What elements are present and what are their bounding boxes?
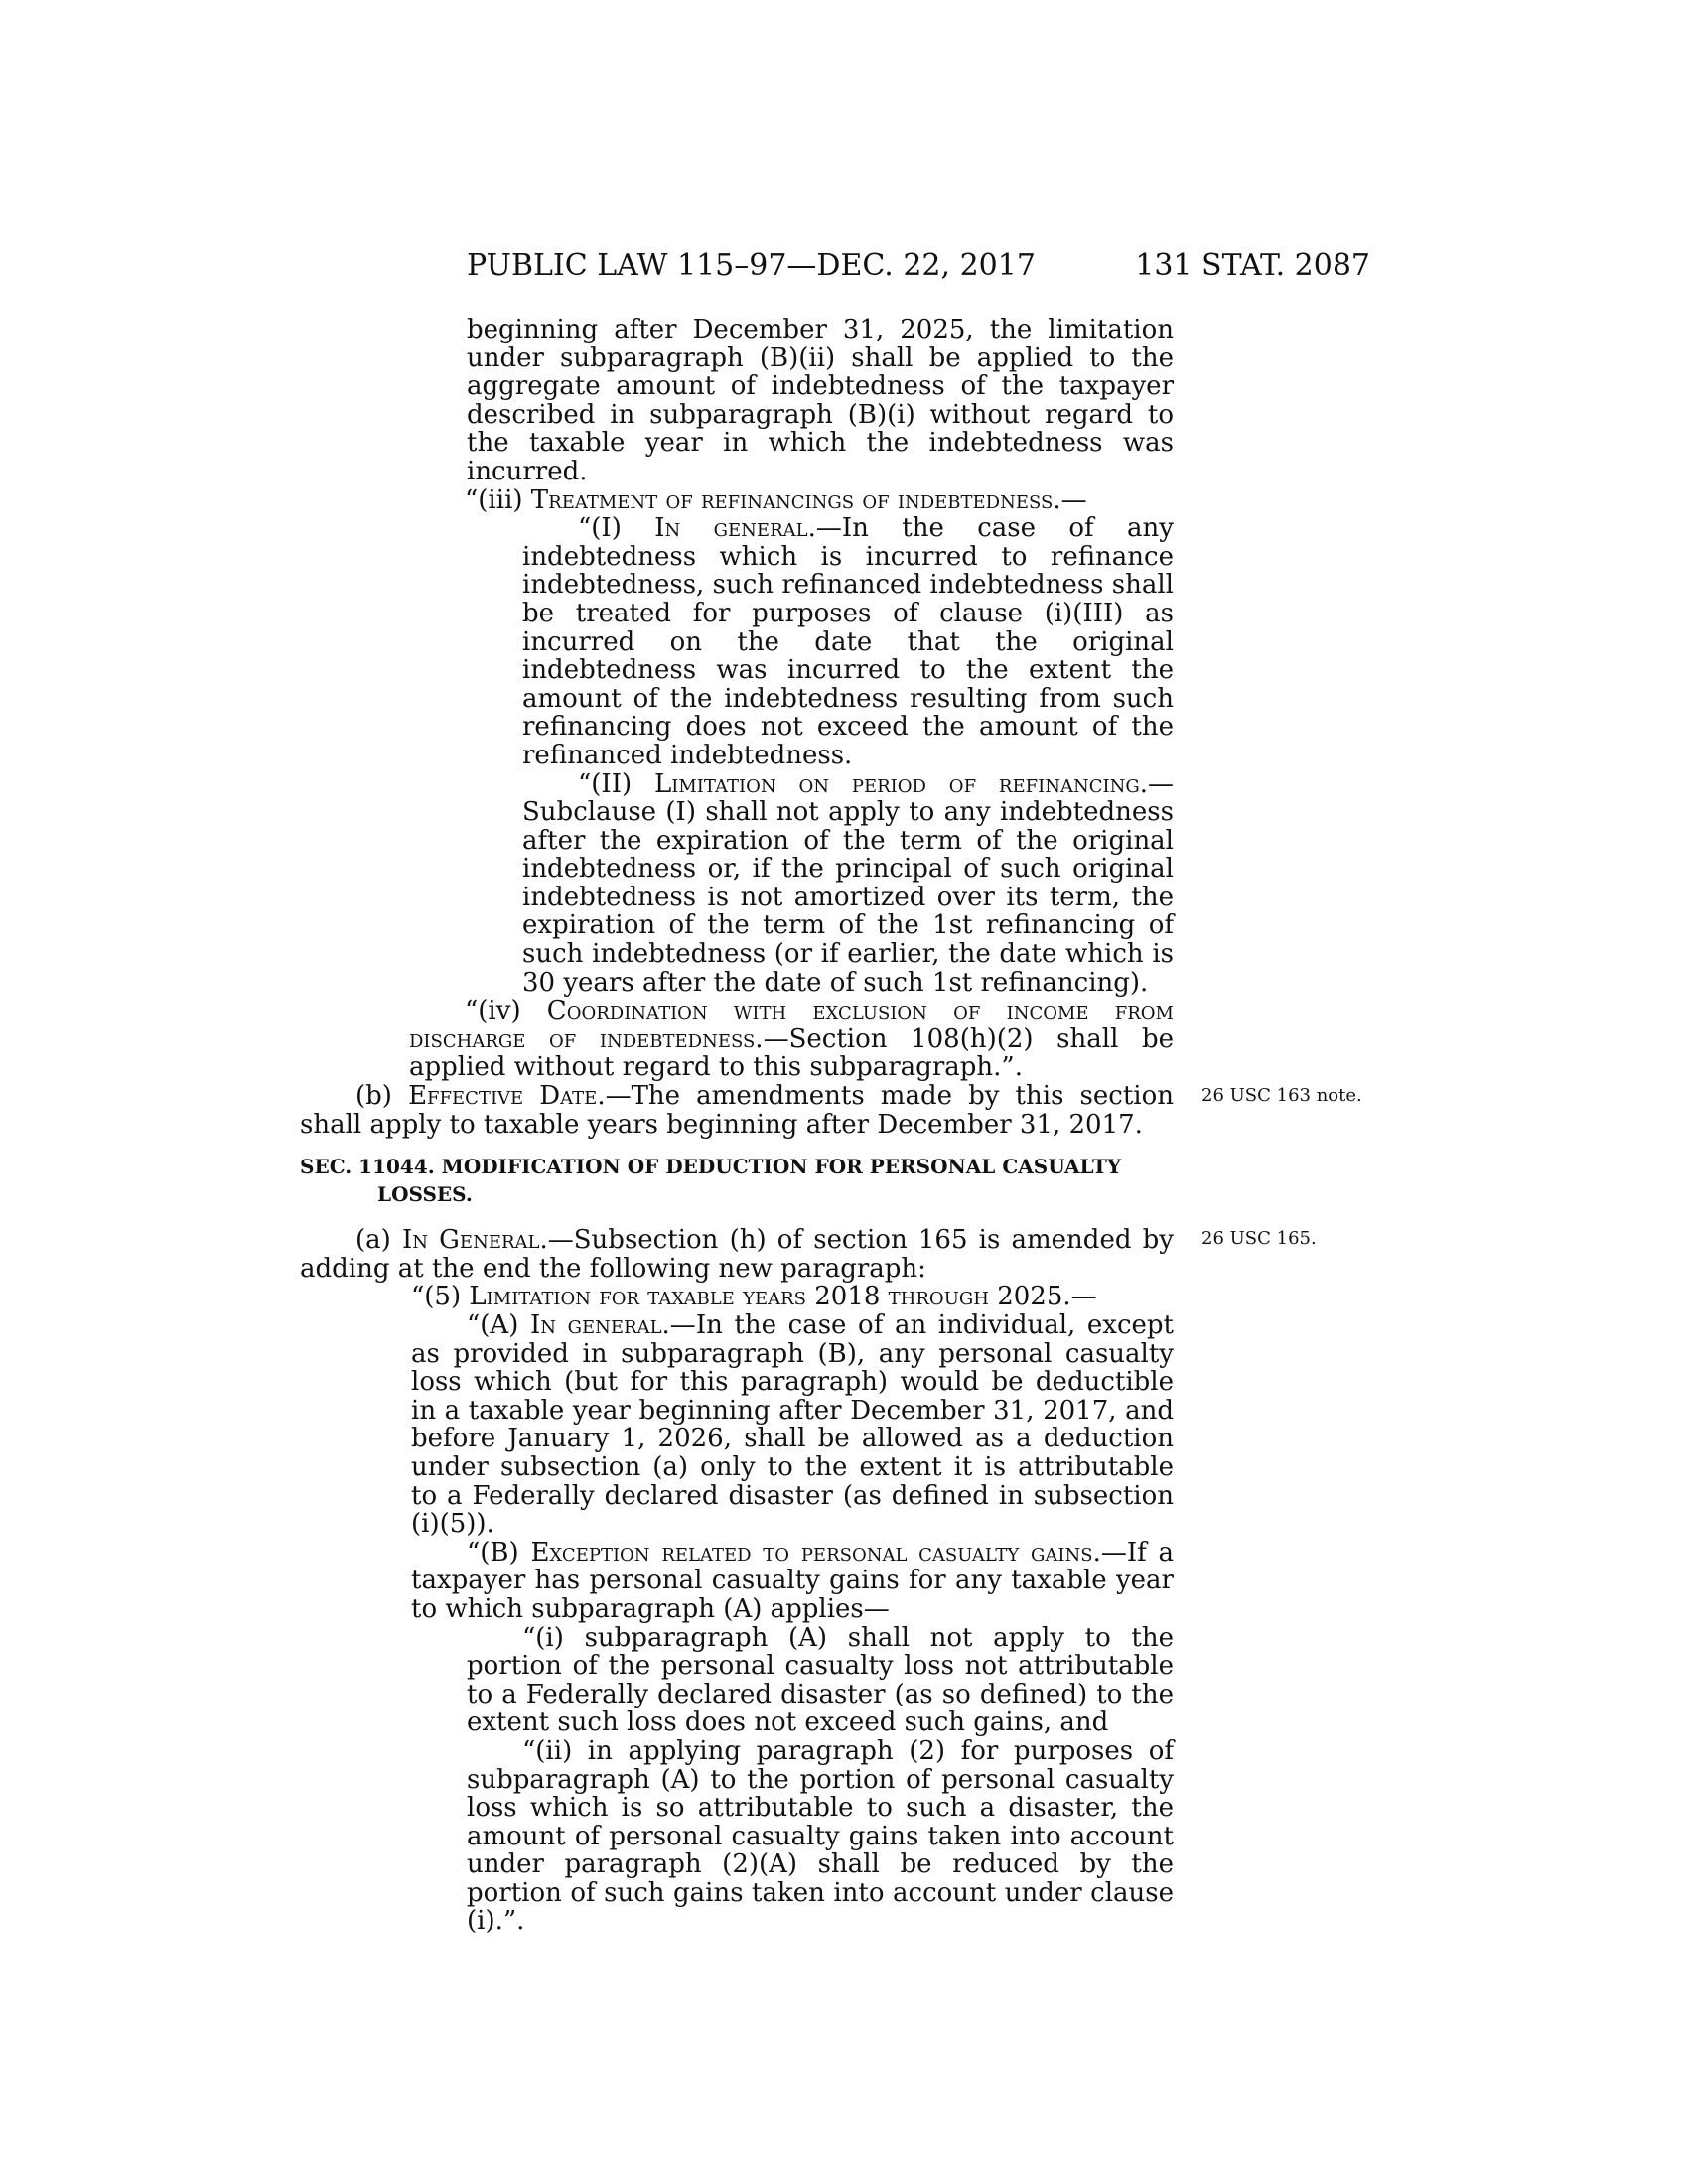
subclause-I-number: “(I) bbox=[578, 513, 655, 544]
continued-paragraph: beginning after December 31, 2025, the limitation under subparagraph (B)(ii) shall be applied to the aggregate amount of indebtedness of the taxpayer described in subparagraph (B)(i) without regard to the taxable year in which the indebtedness was incurred. bbox=[467, 315, 1174, 486]
subclause-II bbox=[300, 770, 1174, 998]
subclause-II-text: Subclause (I) shall not apply to any indebtedness after the expiration of the term of the original indebtedness or, if the principal of such original indebtedness is not amortized over its term, the expiration of the term of the 1st refinancing of such indebtedness (or if earlier, the date which is 30 years after the date of such 1st refinancing). bbox=[522, 797, 1174, 998]
subsection-b-number: (b) bbox=[355, 1081, 409, 1112]
subparagraph-A bbox=[300, 1311, 1174, 1539]
subclause-I bbox=[300, 514, 1174, 769]
subsection-b-text: The amendments made by this section shall apply to taxable years beginning after December 31, 2017. bbox=[300, 1081, 1174, 1140]
clause-iii bbox=[300, 486, 1174, 515]
clause-ii: “(ii) in applying paragraph (2) for purposes of subparagraph (A) to the portion of personal casualty loss which is so attributable to such a disaster, the amount of personal casualty gains taken into account under paragraph (2)(A) shall be reduced by the portion of such gains taken into account under clause (i).”. bbox=[467, 1735, 1174, 1937]
subparagraph-B bbox=[300, 1539, 1174, 1624]
section-heading-line2: LOSSES. bbox=[377, 1182, 473, 1207]
running-head bbox=[467, 246, 1370, 286]
margin-note-usc-163: 26 USC 163 note. bbox=[1201, 1085, 1362, 1106]
subparagraph-B-text: If a taxpayer has personal casualty gains for any taxable year to which subparagraph (A) applies— bbox=[411, 1537, 1174, 1624]
subclause-II-number: “(II) bbox=[578, 768, 654, 799]
paragraph-5 bbox=[300, 1283, 1174, 1311]
clause-i: “(i) subparagraph (A) shall not apply to the portion of the personal casualty loss not attributable to a Federally declared disaster (as so defined) to the extent such loss does not exceed such gains, and bbox=[467, 1622, 1174, 1738]
paragraph-5-heading: Limitation for taxable years 2018 through 2025.— bbox=[469, 1282, 1097, 1312]
public-law-citation: PUBLIC LAW 115–97—DEC. 22, 2017 bbox=[467, 248, 1036, 283]
section-heading-line1: SEC. 11044. MODIFICATION OF DEDUCTION FOR PERSONAL CASUALTY bbox=[300, 1155, 1122, 1179]
clause-iv bbox=[300, 997, 1174, 1082]
clause-iv-heading: Coordination with exclusion of income from discharge of indebtedness.— bbox=[409, 996, 1174, 1054]
paragraph-5-number: “(5) bbox=[411, 1282, 470, 1312]
subparagraph-B-number: “(B) bbox=[467, 1537, 531, 1568]
subparagraph-A-heading: In general.— bbox=[529, 1310, 696, 1340]
clause-iii-number: “(iii) bbox=[465, 484, 531, 515]
subsection-a-text: Subsection (h) of section 165 is amended by adding at the end the following new paragraph: bbox=[300, 1225, 1174, 1284]
section-heading bbox=[300, 1153, 1174, 1208]
subclause-I-text: In the case of any indebtedness which is incurred to refinance indebtedness, such refinanced indebtedness shall be treated for purposes of clause (i)(III) as incurred on the date that the original indebtedness was incurred to the extent the amount of the indebtedness resulting from such refinancing does not exceed the amount of the refinanced indebtedness. bbox=[522, 513, 1174, 770]
subsection-a bbox=[300, 1226, 1174, 1283]
clause-iv-text: Section 108(h)(2) shall be applied without regard to this subparagraph.”. bbox=[409, 1024, 1174, 1083]
subsection-b bbox=[300, 1082, 1174, 1139]
subclause-I-heading: In general.— bbox=[654, 513, 842, 544]
clause-iii-heading: Treatment of refinancings of indebtedness.— bbox=[530, 484, 1087, 515]
clause-iv-number: “(iv) bbox=[465, 996, 547, 1026]
main-text-column bbox=[300, 316, 1174, 1936]
subsection-a-number: (a) bbox=[355, 1225, 402, 1256]
subclause-II-heading: Limitation on period of refinancing.— bbox=[654, 768, 1174, 799]
subsection-a-heading: In General.— bbox=[401, 1225, 574, 1256]
margin-note-usc-165: 26 USC 165. bbox=[1201, 1228, 1317, 1249]
stat-page-number: 131 STAT. 2087 bbox=[1135, 248, 1370, 283]
subparagraph-A-text: In the case of an individual, except as provided in subparagraph (B), any personal casualty loss which (but for this paragraph) would be deductible in a taxable year beginning after December 31, 2017, and before January 1, 2026, shall be allowed as a deduction under subsection (a) only to the extent it is attributable to a Federally declared disaster (as defined in subsection (i)(5)). bbox=[411, 1310, 1175, 1540]
subparagraph-A-number: “(A) bbox=[467, 1310, 530, 1340]
subparagraph-B-heading: Exception related to personal casualty gains.— bbox=[530, 1537, 1127, 1568]
subsection-b-heading: Effective Date.— bbox=[408, 1081, 632, 1112]
